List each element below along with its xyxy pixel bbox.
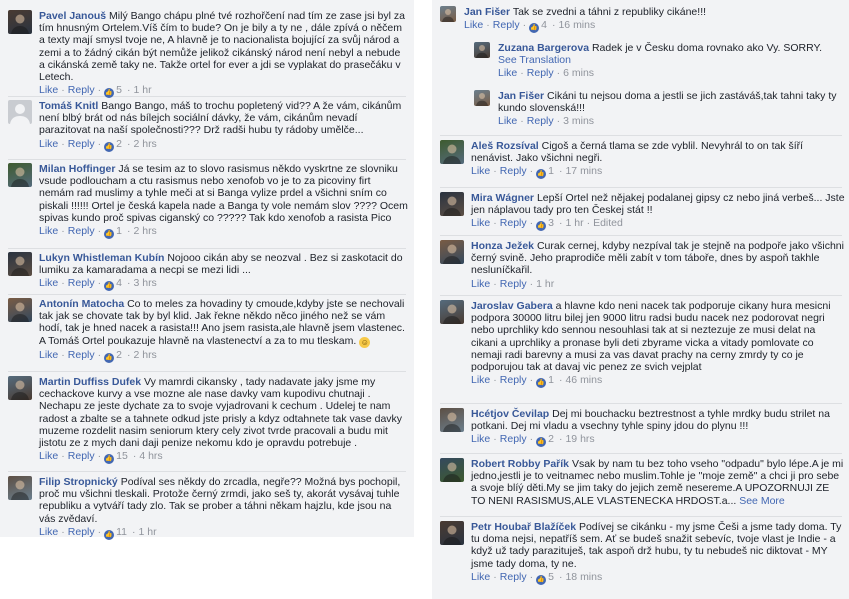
- comment-text: Cikáni tu nejsou doma a jestli se jich zastáváš,tak tahni taky ty kundo slovenská!!!: [498, 90, 837, 115]
- comment-body: [39, 163, 408, 239]
- commenter-name[interactable]: Aleš Rozsíval: [471, 140, 539, 152]
- comment-text-block: [39, 163, 408, 224]
- smiley-emoji-icon: ☺: [360, 337, 369, 347]
- comment-text-block: [39, 100, 408, 137]
- thumbs-up-icon[interactable]: 👍: [105, 531, 113, 538]
- comment-text: Podívej se cikánku - my jsme Češi a jsme tady doma. Ty tu doma nejsi, nepatříš sem. Ať se budeš snažit sebevíc, tvoje vlast je Indie - a když už tady parazituješ, tak aspoň drž hubu, ty tu nebudeš nic diktovat - MY jsme tady doma, ty ne.: [471, 521, 842, 570]
- comment: [8, 100, 408, 152]
- avatar[interactable]: [8, 163, 32, 187]
- see-more-link[interactable]: See More: [739, 494, 785, 507]
- user-silhouette-icon: [8, 100, 32, 124]
- comment-actions: [39, 526, 408, 540]
- commenter-name[interactable]: Mira Wágner: [471, 192, 535, 204]
- timestamp[interactable]: 17 mins: [565, 165, 603, 178]
- separator-dot: ·: [61, 137, 65, 150]
- avatar[interactable]: [8, 100, 32, 124]
- profile-photo-icon: [8, 376, 32, 400]
- like-link[interactable]: Like: [471, 433, 491, 446]
- comment-body: [39, 252, 408, 291]
- comment: [8, 476, 408, 540]
- like-count[interactable]: 4: [541, 19, 547, 32]
- like-link[interactable]: Like: [39, 225, 59, 238]
- comment-body: [39, 476, 408, 540]
- comment-text-block: [471, 458, 845, 507]
- comment-actions: [471, 217, 845, 231]
- comment-body: [471, 408, 845, 447]
- comment-text-block: [471, 240, 845, 277]
- separator-dot: ·: [97, 137, 102, 150]
- profile-photo-icon: [8, 476, 32, 500]
- separator-dot: ·: [126, 84, 131, 97]
- profile-photo-icon: [474, 90, 490, 106]
- comment-divider: [8, 371, 406, 372]
- separator-dot: ·: [522, 19, 527, 32]
- comment-text-block: [39, 10, 408, 83]
- separator-dot: ·: [97, 225, 102, 238]
- comment-actions: [464, 19, 845, 33]
- comment-actions: [39, 277, 408, 291]
- commenter-name[interactable]: Petr Houbař Blažíček: [471, 521, 577, 533]
- comment: [440, 192, 845, 231]
- separator-dot: ·: [551, 19, 556, 32]
- comment-text: a hlavne kdo neni nacek tak podporuje cikany hura mesicni podpora 30000 litru bilej jen 9000 litru radsi budu nacek nez podorovat negri nebo uprchliky kdo sennou nesouhlasi tak at si neztezuje ze musi delat na cikani a uprchliky a pronase byli deti zbyrame vicka a vitady pomlovate co nemaji radi barevny a musi za vas davat prachy na cerny zmrdy ty co je podporujou tak at davaj vic penez ze svich vejplat: [471, 300, 831, 374]
- thumbs-up-icon[interactable]: 👍: [537, 171, 545, 178]
- comment-body: [498, 90, 844, 128]
- separator-dot: ·: [61, 277, 65, 290]
- comment-body: [498, 42, 844, 80]
- reply-link[interactable]: Reply: [499, 165, 527, 178]
- profile-photo-icon: [8, 10, 32, 34]
- comment-actions: [39, 84, 408, 98]
- avatar[interactable]: [8, 376, 32, 400]
- separator-dot: ·: [529, 374, 534, 387]
- timestamp[interactable]: 1 hr: [565, 217, 584, 230]
- avatar[interactable]: [440, 408, 464, 432]
- comment-divider: [440, 295, 842, 296]
- reply-link[interactable]: Reply: [526, 67, 554, 80]
- like-link[interactable]: Like: [39, 525, 59, 538]
- like-count[interactable]: 1: [548, 165, 554, 178]
- like-link[interactable]: Like: [39, 137, 59, 150]
- separator-dot: ·: [97, 84, 102, 97]
- reply-link[interactable]: Reply: [499, 374, 527, 387]
- comment-text-block: [498, 90, 844, 114]
- like-link[interactable]: Like: [471, 217, 491, 230]
- avatar[interactable]: [440, 192, 464, 216]
- timestamp[interactable]: 3 mins: [563, 115, 595, 128]
- separator-dot: ·: [558, 433, 563, 446]
- reply-link[interactable]: Reply: [67, 525, 95, 538]
- commenter-name[interactable]: Tomáš Knitl: [39, 100, 99, 112]
- avatar[interactable]: [474, 42, 490, 58]
- comment-actions: [471, 374, 845, 388]
- commenter-name[interactable]: Jaroslav Gabera: [471, 300, 553, 312]
- thumbs-up-icon[interactable]: 👍: [105, 354, 113, 361]
- profile-photo-icon: [474, 42, 490, 58]
- like-count[interactable]: 4: [116, 277, 122, 290]
- separator-dot: ·: [61, 450, 65, 463]
- separator-dot: ·: [558, 165, 563, 178]
- comment-body: [464, 6, 845, 33]
- reply-link[interactable]: Reply: [499, 217, 527, 230]
- like-count[interactable]: 2: [548, 433, 554, 446]
- avatar[interactable]: [440, 458, 464, 482]
- like-link[interactable]: Like: [471, 165, 491, 178]
- separator-dot: ·: [126, 225, 131, 238]
- profile-photo-icon: [440, 458, 464, 482]
- like-count[interactable]: 11: [116, 525, 128, 538]
- like-link[interactable]: Like: [39, 450, 59, 463]
- reply-link[interactable]: Reply: [67, 277, 95, 290]
- avatar[interactable]: [474, 90, 490, 106]
- comment: [8, 376, 408, 464]
- comment-actions: [471, 165, 845, 179]
- separator-dot: ·: [97, 277, 102, 290]
- comment-text-block: [39, 476, 408, 525]
- separator-dot: ·: [126, 277, 131, 290]
- comment: [440, 521, 845, 585]
- separator-dot: ·: [520, 67, 524, 80]
- comment-body: [471, 240, 845, 290]
- reply-link[interactable]: Reply: [67, 84, 95, 97]
- comment-text: Lepší Ortel než nějakej podalanej gipsy cz nebo jiná verbeš... Jste jen náplavou tady pro ten Českej stát !!: [471, 192, 845, 217]
- timestamp[interactable]: 2 hrs: [133, 137, 157, 150]
- timestamp[interactable]: 2 hrs: [133, 348, 157, 361]
- profile-photo-icon: [440, 300, 464, 324]
- profile-photo-icon: [8, 298, 32, 322]
- comment-text: Podíval ses někdy do zrcadla, negře?? Možná bys pochopil, proč mu všichni tleskali. Protože černý zrmdi, jako seš ty, akorát vysávaj tuhle republiku a vytváří tady zlo. Tak se prober a táhni někam hajzlu, kde jsou na vás zvědaví.: [39, 476, 401, 525]
- separator-dot: ·: [61, 348, 65, 361]
- comment-text-block: [498, 42, 844, 54]
- avatar[interactable]: [8, 298, 32, 322]
- separator-dot: ·: [126, 137, 131, 150]
- separator-dot: ·: [97, 348, 102, 361]
- avatar[interactable]: [8, 10, 32, 34]
- separator-dot: ·: [493, 433, 497, 446]
- comment-actions: [471, 278, 845, 290]
- comment: [474, 42, 844, 80]
- comment-text-block: [471, 192, 845, 216]
- reply-link[interactable]: Reply: [526, 115, 554, 128]
- like-count[interactable]: 2: [116, 137, 122, 150]
- profile-photo-icon: [8, 163, 32, 187]
- comment-text: Radek je v Česku doma rovnako ako Vy. SORRY.: [591, 42, 823, 54]
- comment-text: Nojooo cikán aby se neozval . Bez si zaskotacit do lumiku za kamaradama a necpi se mezi lidi ...: [39, 252, 403, 277]
- separator-dot: ·: [529, 433, 534, 446]
- comment-text: Curak cernej, kdyby nezpíval tak je stejně na podpoře jako všichni černý svině. Jeho praprodiče měli zabít v tom táboře, dnes by aspoň takhle nesluníčkařil.: [471, 240, 844, 277]
- edited-label[interactable]: Edited: [593, 217, 623, 230]
- comment-text-block: [471, 521, 845, 570]
- comment-divider: [440, 235, 842, 236]
- commenter-name[interactable]: Hcétjov Čevilap: [471, 408, 550, 420]
- like-link[interactable]: Like: [39, 277, 59, 290]
- like-link[interactable]: Like: [39, 348, 59, 361]
- like-count[interactable]: 15: [116, 450, 128, 463]
- reply-link[interactable]: Reply: [492, 19, 520, 32]
- thumbs-up-icon[interactable]: 👍: [105, 143, 113, 150]
- separator-dot: ·: [61, 84, 65, 97]
- timestamp[interactable]: 16 mins: [558, 19, 596, 32]
- separator-dot: ·: [126, 348, 131, 361]
- comment-divider: [8, 159, 406, 160]
- separator-dot: ·: [493, 374, 497, 387]
- comment-body: [39, 100, 408, 152]
- timestamp[interactable]: 2 hrs: [133, 225, 157, 238]
- separator-dot: ·: [493, 277, 497, 290]
- timestamp[interactable]: 46 mins: [565, 374, 603, 387]
- comment: [474, 90, 844, 128]
- separator-dot: ·: [558, 374, 563, 387]
- comment-text: Vsak by nam tu bez toho vseho "odpadu" bylo lépe.A je mi jedno,jestli je to veitnamec nebo muslim.Tohle je "moje země" a chci ji pro sebe a svoje blíý děti.My se jim taky do jejich země neseremе.A UPOZORNUJI ZE TO NENI RASISMUS,ALE VLASTENECKA HRDOST.a...: [471, 458, 844, 507]
- comment-divider: [8, 294, 406, 295]
- commenter-name[interactable]: Antonín Matocha: [39, 298, 125, 310]
- commenter-name[interactable]: Milan Hoffinger: [39, 163, 116, 175]
- comment-actions: [498, 67, 844, 79]
- timestamp[interactable]: 3 hrs: [133, 277, 157, 290]
- separator-dot: ·: [493, 570, 497, 583]
- comment: [8, 10, 408, 98]
- comment-text-block: [471, 300, 845, 373]
- comment-body: [471, 458, 845, 507]
- like-count[interactable]: 5: [548, 570, 554, 583]
- comment-text: Co to meles za hovadiny ty cmoude,kdyby jste se nechovali tak jak se chovate tak by byl klid. Jak řekne někdo něco jiného než se vám hodí, tak je hned nacek a rasista!!! Ano jsem rasista,ale hlavně jsem vlastenec. A Tomáš Ortel poukazuje hlavně na vlastenectví a za to mu tleskam.: [39, 298, 405, 347]
- thumbs-up-icon[interactable]: 👍: [105, 283, 113, 290]
- separator-dot: ·: [529, 165, 534, 178]
- comment-text: Cigoš a černá tlama se zde vyblil. Nevyhrál to on tak šíří nenávist. Jako všichni negři.: [471, 140, 804, 165]
- reply-link[interactable]: Reply: [67, 137, 95, 150]
- thumbs-up-icon[interactable]: 👍: [537, 576, 545, 583]
- separator-dot: ·: [493, 217, 497, 230]
- like-link[interactable]: Like: [471, 570, 491, 583]
- separator-dot: ·: [586, 217, 591, 230]
- profile-photo-icon: [440, 240, 464, 264]
- separator-dot: ·: [493, 165, 497, 178]
- avatar[interactable]: [440, 240, 464, 264]
- reply-link[interactable]: Reply: [499, 570, 527, 583]
- commenter-name[interactable]: Robert Robby Pařík: [471, 458, 570, 470]
- comment-actions: [471, 571, 845, 585]
- timestamp[interactable]: 18 mins: [565, 570, 603, 583]
- avatar[interactable]: [440, 300, 464, 324]
- separator-dot: ·: [61, 525, 65, 538]
- comment-body: [471, 140, 845, 179]
- like-count[interactable]: 1: [116, 225, 122, 238]
- timestamp[interactable]: 4 hrs: [139, 450, 163, 463]
- comment-body: [39, 298, 408, 363]
- like-link[interactable]: Like: [464, 19, 484, 32]
- thumbs-up-icon[interactable]: 👍: [105, 231, 113, 238]
- like-link[interactable]: Like: [498, 115, 518, 128]
- timestamp[interactable]: 6 mins: [563, 67, 595, 80]
- comment-actions: [39, 138, 408, 152]
- avatar[interactable]: [8, 476, 32, 500]
- timestamp[interactable]: 1 hr: [138, 525, 157, 538]
- comment: [440, 240, 845, 290]
- comment-divider: [440, 187, 842, 188]
- avatar[interactable]: [440, 6, 456, 22]
- separator-dot: ·: [558, 570, 563, 583]
- comment-text-block: [464, 6, 845, 18]
- comment-text: Dej mi bouchacku beztrestnost a tyhle mrdky budu strilet na potkani. Dej mi vladu a vsechny tyhle spiny jdou do plynu !!!: [471, 408, 830, 433]
- separator-dot: ·: [529, 570, 534, 583]
- separator-dot: ·: [132, 525, 136, 538]
- like-count[interactable]: 5: [116, 84, 122, 97]
- separator-dot: ·: [529, 277, 534, 290]
- reply-link[interactable]: Reply: [499, 277, 527, 290]
- comment-text: Bango Bango, máš to trochu popletený vid?? A že vám, cikánům není blbý brát od nás bílejch sociální dávky, že vám, cikánům nevadí parazitovat na naší společnosti??? Drž radši hubu ty rádoby umělče...: [39, 100, 402, 137]
- like-count[interactable]: 3: [548, 217, 554, 230]
- thumbs-up-icon[interactable]: 👍: [537, 380, 545, 387]
- comment: [440, 140, 845, 179]
- comment-text-block: [39, 376, 408, 449]
- avatar[interactable]: [440, 521, 464, 545]
- like-link[interactable]: Like: [471, 374, 491, 387]
- see-translation-link[interactable]: See Translation: [498, 54, 571, 67]
- like-count[interactable]: 1: [548, 374, 554, 387]
- separator-dot: ·: [556, 67, 561, 80]
- comment-text-block: [471, 140, 845, 164]
- separator-dot: ·: [556, 115, 561, 128]
- comment: [8, 298, 408, 363]
- comment-text: Já se tesim az to slovo rasismus někdo vyskrtne ze slovniku vsude podloucham a ctu rasismus nebo xenofob vo je to za picoviny firt nemám rad muslimy a tyhle meči at si Banga vylize prdel a všichni sním co piskali !!!!!! Ortel je česká kapela nade a Banga ty vole nemám slov ???? Ocem spivas kundo proč spivas ciganský co ????? Tak kdo xenofob a rasista Pico: [39, 163, 408, 224]
- separator-dot: ·: [486, 19, 490, 32]
- profile-photo-icon: [440, 140, 464, 164]
- comment-actions: [39, 349, 408, 363]
- comment-divider: [440, 403, 842, 404]
- comment-divider: [440, 516, 842, 517]
- avatar[interactable]: [8, 252, 32, 276]
- comment-body: [39, 376, 408, 464]
- like-link[interactable]: Like: [471, 277, 491, 290]
- comment-body: [471, 192, 845, 231]
- commenter-name[interactable]: Zuzana Bargerova: [498, 42, 590, 54]
- timestamp[interactable]: 1 hr: [536, 277, 555, 290]
- avatar[interactable]: [440, 140, 464, 164]
- reply-link[interactable]: Reply: [67, 225, 95, 238]
- comment: [8, 163, 408, 239]
- like-link[interactable]: Like: [498, 67, 518, 80]
- separator-dot: ·: [520, 115, 524, 128]
- comment-actions: [39, 225, 408, 239]
- comment-actions: [471, 433, 845, 447]
- comment-body: [471, 521, 845, 585]
- comment-actions: [498, 115, 844, 127]
- comment-text: Milý Bango chápu plné tvé rozhořčení nad tím ze zase jsi byl za tím hnusným Ortelem.Víš čím to bude? On je bily a ty ne , dále zpívá o něčem a texty mají smysl tvoje ne, A hlavně je to nacionalista bojující za svůj národ a zemi a to žádný cikán být nemůže jelikož cikánský národ není nebyl a nebude a cikánská země taky ne. Takže ortel for ever a jdi se vyplakat do prasečáku v Letech.: [39, 10, 405, 84]
- comment-text: Vy mamrdi cikansky , tady nadavate jaky jsme my cechackove kurvy a vse mozne ale nase davky vam kupodivu chutnaji . Nechapu ze jeste dychate za to svoje vyjadrovani k cechum . Udelej te nam radost a zbalte se a tahnete odkud jste prisly a kdyz odtahnete tak vase davky muzeme rozdelit nasim seniorum ktery cely zivot tvrde pracovali a budu mit jistotu ze z mych dani daji penize nekomu kdo je opravdu potrebuje .: [39, 376, 403, 450]
- separator-dot: ·: [97, 450, 102, 463]
- profile-photo-icon: [8, 252, 32, 276]
- comment: [440, 458, 845, 507]
- thumbs-up-icon[interactable]: 👍: [105, 456, 113, 463]
- separator-dot: ·: [132, 450, 137, 463]
- reply-link[interactable]: Reply: [67, 450, 95, 463]
- thumbs-up-icon[interactable]: 👍: [530, 25, 538, 32]
- commenter-name[interactable]: Pavel Janouš: [39, 10, 107, 22]
- comment-text-block: [39, 298, 408, 348]
- comment-body: [471, 300, 845, 388]
- timestamp[interactable]: 1 hr: [133, 84, 152, 97]
- comment-body: [39, 10, 408, 98]
- profile-photo-icon: [440, 192, 464, 216]
- profile-photo-icon: [440, 521, 464, 545]
- commenter-name[interactable]: Jan Fišer: [498, 90, 545, 102]
- separator-dot: ·: [558, 217, 563, 230]
- comment-divider: [8, 248, 406, 249]
- comment: [440, 300, 845, 388]
- reply-link[interactable]: Reply: [499, 433, 527, 446]
- comment-actions: [39, 450, 408, 464]
- profile-photo-icon: [440, 6, 456, 22]
- separator-dot: ·: [61, 225, 65, 238]
- comment: [440, 6, 845, 33]
- timestamp[interactable]: 19 hrs: [565, 433, 595, 446]
- separator-dot: ·: [97, 525, 102, 538]
- thumbs-up-icon[interactable]: 👍: [537, 223, 545, 230]
- profile-photo-icon: [440, 408, 464, 432]
- commenter-name[interactable]: Lukyn Whistleman Kubín: [39, 252, 165, 264]
- commenter-name[interactable]: Honza Ježek: [471, 240, 535, 252]
- comment-divider: [440, 453, 842, 454]
- like-link[interactable]: Like: [39, 84, 59, 97]
- reply-link[interactable]: Reply: [67, 348, 95, 361]
- comment-divider: [8, 471, 406, 472]
- thumbs-up-icon[interactable]: 👍: [105, 90, 113, 97]
- comment: [8, 252, 408, 291]
- separator-dot: ·: [529, 217, 534, 230]
- thumbs-up-icon[interactable]: 👍: [537, 439, 545, 446]
- comment: [440, 408, 845, 447]
- commenter-name[interactable]: Filip Stropnický: [39, 476, 118, 488]
- commenter-name[interactable]: Martin Duffiss Dufek: [39, 376, 142, 388]
- comment-text-block: [471, 408, 845, 432]
- comment-text-block: [39, 252, 408, 276]
- like-count[interactable]: 2: [116, 348, 122, 361]
- comment-divider: [440, 135, 842, 136]
- comment-text: Tak se zvedni a táhni z republiky cikáne!!!: [512, 6, 707, 18]
- commenter-name[interactable]: Jan Fišer: [464, 6, 511, 18]
